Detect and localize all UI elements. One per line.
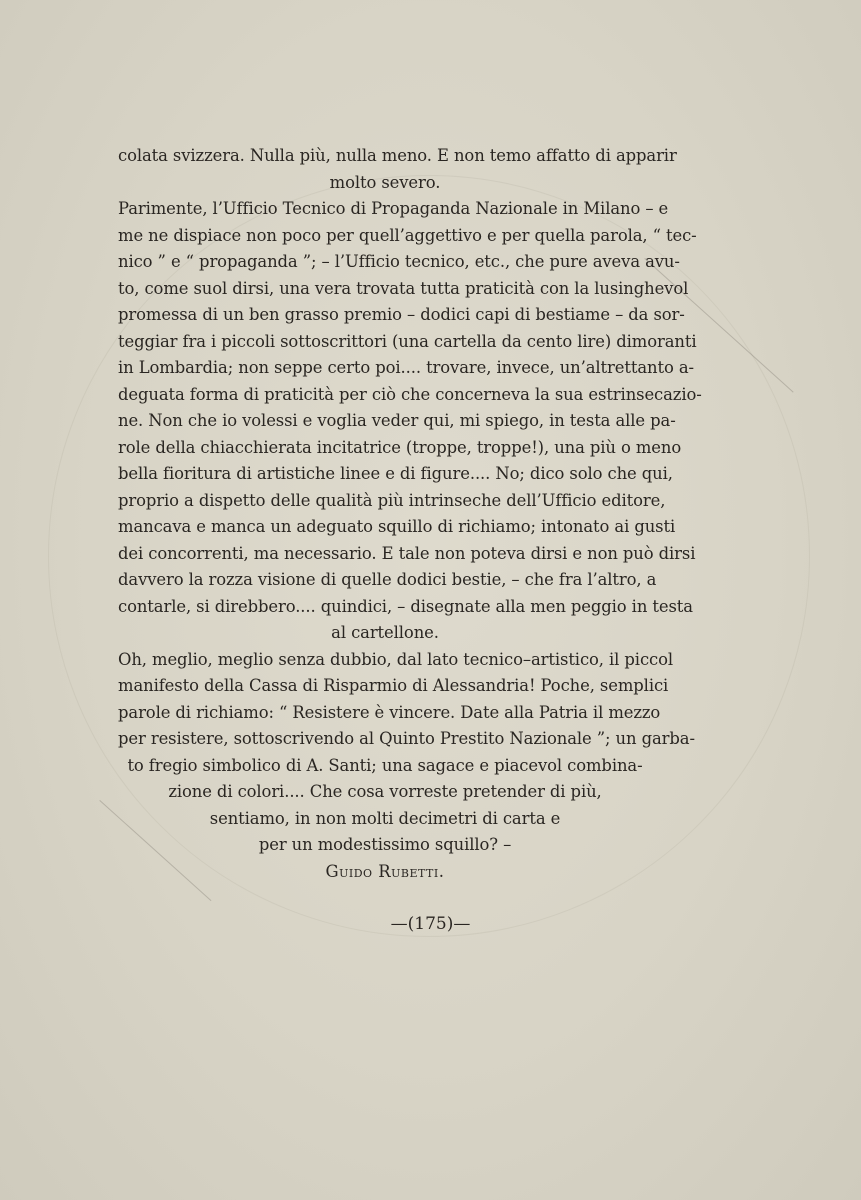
text-line: proprio a dispetto delle qualità più intrinseche dell’Ufficio editore, (118, 490, 666, 510)
text-line: contarle, si direbbero.... quindici, – disegnate alla men peggio in testa (118, 596, 693, 616)
text-line: davvero la rozza visione di quelle dodici bestie, – che fra l’altro, a (118, 570, 657, 589)
author-signature: Guido Rubetti. (325, 861, 445, 881)
text-line: deguata forma di praticità per ciò che concerneva la sua estrinsecazio- (118, 384, 702, 404)
text-line: teggiar fra i piccoli sottoscrittori (una cartella da cento lire) dimoranti (118, 331, 697, 351)
text-line: to fregio simbolico di A. Santi; una sagace e piacevol combina- (127, 755, 643, 775)
text-line: manifesto della Cassa di Risparmio di Alessandria! Poche, semplici (118, 676, 669, 695)
page-number: —(175)— (390, 914, 471, 934)
text-line: nico ” e “ propaganda ”; – l’Ufficio tecnico, etc., che pure aveva avu- (118, 252, 680, 271)
text-line: ne. Non che io volessi e voglia veder qui, mi spiego, in testa alle pa- (118, 411, 676, 430)
text-line: zione di colori.... Che cosa vorreste pretender di più, (168, 782, 602, 801)
text-line: colata svizzera. Nulla più, nulla meno. E non temo affatto di apparir (118, 146, 677, 165)
text-line: parole di richiamo: “ Resistere è vincere. Date alla Patria il mezzo (118, 702, 661, 722)
text-line: dei concorrenti, ma necessario. E tale non poteva dirsi e non può dirsi (118, 543, 696, 563)
text-line: bella fioritura di artistiche linee e di figure.... No; dico solo che qui, (118, 464, 673, 483)
text-line: molto severo. (329, 172, 441, 192)
article-text (118, 143, 702, 885)
text-line: me ne dispiace non poco per quell’aggettivo e per quella parola, “ tec- (118, 225, 697, 245)
text-line: per resistere, sottoscrivendo al Quinto Prestito Nazionale ”; un garba- (118, 729, 695, 748)
text-line: per un modestissimo squillo? – (258, 835, 512, 854)
text-line: role della chiacchierata incitatrice (troppe, troppe!), una più o meno (118, 437, 682, 457)
text-line: Parimente, l’Ufficio Tecnico di Propaganda Nazionale in Milano – e (118, 199, 669, 218)
text-line: to, come suol dirsi, una vera trovata tutta praticità con la lusinghevol (118, 278, 689, 298)
text-line: al cartellone. (331, 623, 439, 642)
text-line: mancava e manca un adeguato squillo di richiamo; intonato ai gusti (118, 517, 676, 536)
text-line: promessa di un ben grasso premio – dodici capi di bestiame – da sor- (118, 305, 685, 324)
text-line: in Lombardia; non seppe certo poi.... trovare, invece, un’altrettanto a- (118, 358, 694, 377)
text-line: Oh, meglio, meglio senza dubbio, dal lato tecnico–artistico, il piccol (118, 649, 674, 669)
text-line: sentiamo, in non molti decimetri di carta e (209, 808, 561, 828)
